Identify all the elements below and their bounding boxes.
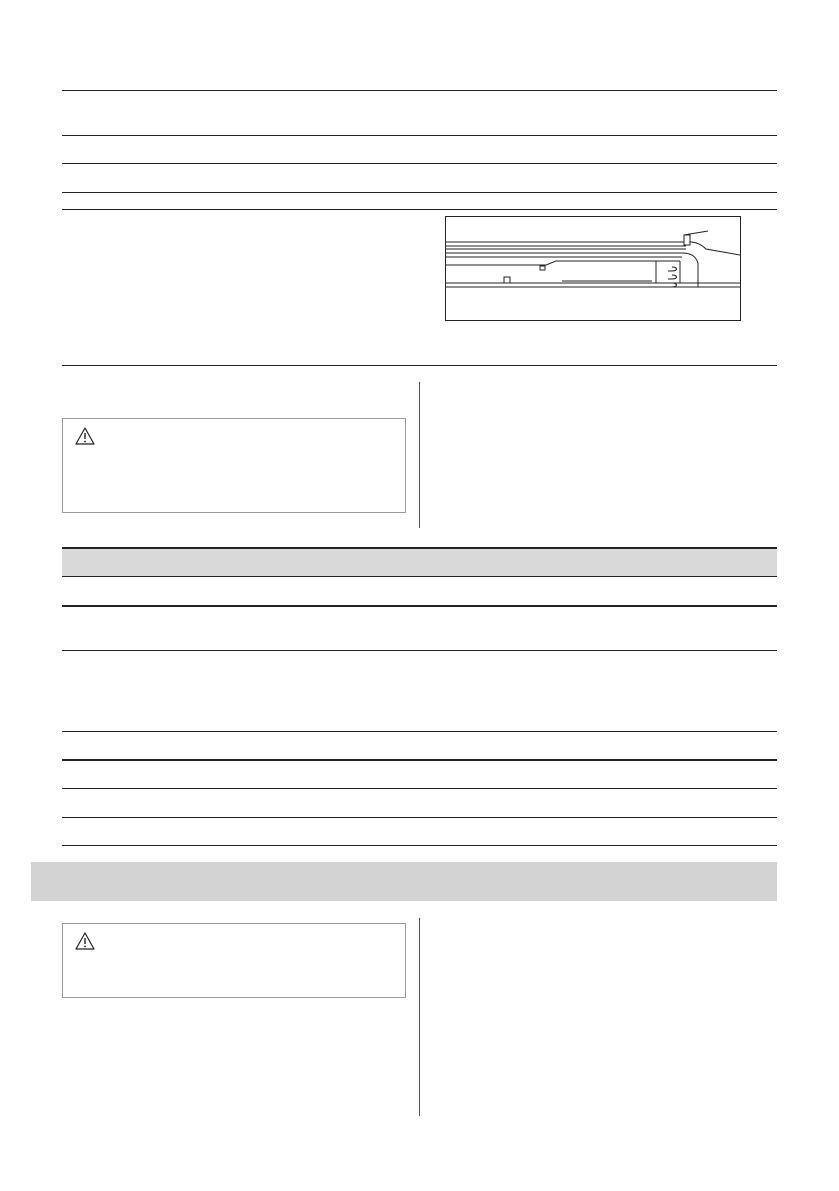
table-rule-4: [62, 759, 777, 761]
rail-diagram: [445, 216, 741, 321]
column-divider-upper: [419, 382, 420, 528]
warning-box-2: [62, 923, 406, 998]
column-divider-lower: [419, 918, 420, 1116]
rule-2: [62, 135, 777, 136]
rule-5: [62, 209, 777, 210]
table-rule-3: [62, 731, 777, 732]
table-rule-7: [62, 845, 777, 846]
table-rule-6: [62, 817, 777, 818]
warning-triangle-icon: [75, 932, 95, 950]
rail-diagram-drawing: [446, 217, 740, 320]
table-rule-5: [62, 788, 777, 789]
table-header: [62, 547, 777, 577]
table-rule-2: [62, 650, 777, 651]
rule-4: [62, 192, 777, 193]
rule-top: [62, 90, 777, 91]
section-heading-band: [31, 862, 777, 901]
warning-box-1: [62, 418, 406, 513]
rule-3: [62, 163, 777, 164]
table-rule-1: [62, 605, 777, 607]
rule-6: [62, 365, 777, 366]
warning-triangle-icon: [75, 427, 95, 445]
